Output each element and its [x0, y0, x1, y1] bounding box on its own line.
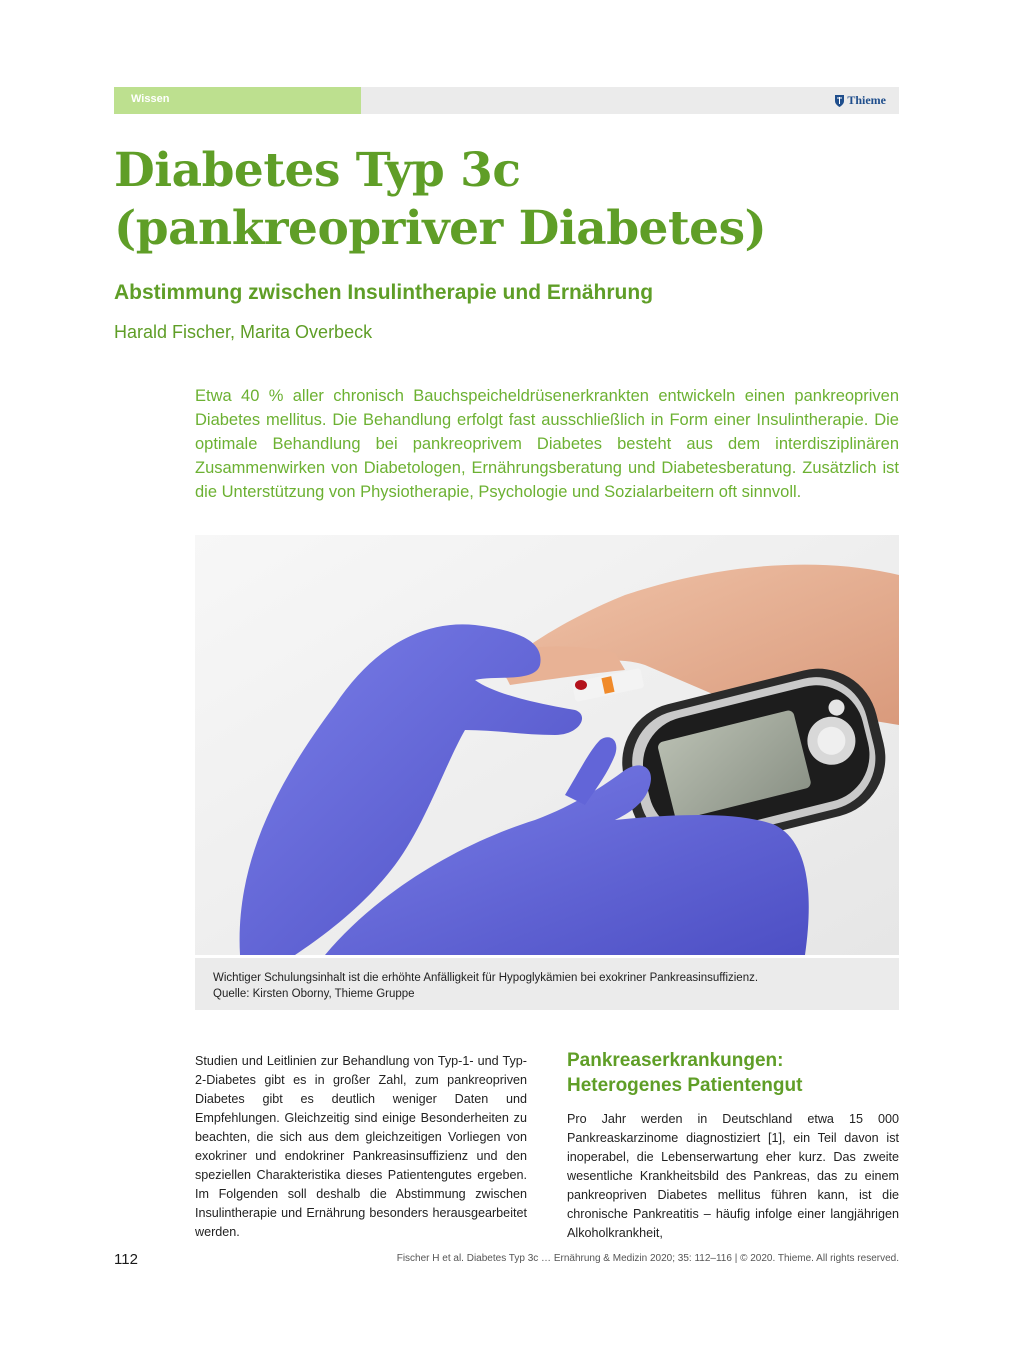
caption-source: Quelle: Kirsten Oborny, Thieme Gruppe: [213, 988, 415, 1000]
article-photo: [195, 535, 899, 955]
section-heading: [567, 1048, 899, 1098]
title-line-1: Diabetes Typ 3c: [114, 143, 521, 198]
section-label: Wissen: [131, 93, 170, 105]
section-tag: [114, 87, 361, 114]
section-heading-line-2: Heterogenes Patientengut: [567, 1075, 803, 1096]
article-subtitle: Abstimmung zwischen Insulintherapie und Ernährung: [114, 281, 654, 304]
body-left-column: Studien und Leitlinien zur Behandlung von Typ-1- und Typ-2-Diabetes gibt es in großer Zahl, zum pankreopriven Diabetes gibt es deutlich weniger Daten und Empfehlungen. Gleichzeitig sind einige Besonderheiten zu beachten, die sich aus dem gleichzeitigen Vorliegen von exokriner und endokriner Pankreasinsuffizienz und den speziellen Charakteristika dieses Patientengutes ergeben. Im Folgenden soll deshalb die Abstimmung zwischen Insulintherapie und Ernährung besonders herausgearbeitet werden.: [195, 1054, 527, 1239]
publisher-logo: [835, 93, 886, 108]
page-number: 112: [114, 1251, 138, 1268]
title-line-2: (pankreopriver Diabetes): [114, 201, 767, 256]
body-right-column: Pro Jahr werden in Deutschland etwa 15 000 Pankreaskarzinome diagnostiziert [1], ein Teil davon ist inoperabel, die Lebenserwartung eher kurz. Das zweite wesentliche Krankheitsbild des Pankreas, das zu einem pankreopriven Diabetes mellitus führen kann, ist die chronische Pankreatitis – häufig infolge einer langjährigen Alkoholkrankheit,: [567, 1112, 899, 1240]
article-title: [114, 142, 766, 258]
footer-citation: Fischer H et al. Diabetes Typ 3c … Ernährung & Medizin 2020; 35: 112–116 | © 2020. Thieme. All rights reserved.: [396, 1253, 899, 1264]
article-authors: Harald Fischer, Marita Overbeck: [114, 322, 373, 342]
header-bar: [114, 87, 899, 114]
article-abstract: Etwa 40 % aller chronisch Bauchspeicheldrüsenerkrankten entwickeln einen pankreopriven Diabetes mellitus. Die Behandlung erfolgt fast ausschließlich in Form einer Insulintherapie. Die optimale Behandlung bei pankreoprivem Diabetes besteht aus dem interdisziplinären Zusammenwirken von Diabetologen, Ernährungsberatung und Diabetesberatung. Zusätzlich ist die Unterstützung von Physiotherapie, Psychologie und Sozialarbeitern oft sinnvoll.: [195, 387, 899, 501]
caption-text: Wichtiger Schulungsinhalt ist die erhöhte Anfälligkeit für Hypoglykämien bei exokriner Pankreasinsuffizienz.: [213, 972, 759, 984]
figure-caption: [195, 958, 899, 1010]
crest-icon: [835, 95, 844, 107]
publisher-name: Thieme: [847, 93, 886, 107]
section-heading-line-1: Pankreaserkrankungen:: [567, 1050, 784, 1071]
glucose-test-illustration: [195, 535, 899, 955]
